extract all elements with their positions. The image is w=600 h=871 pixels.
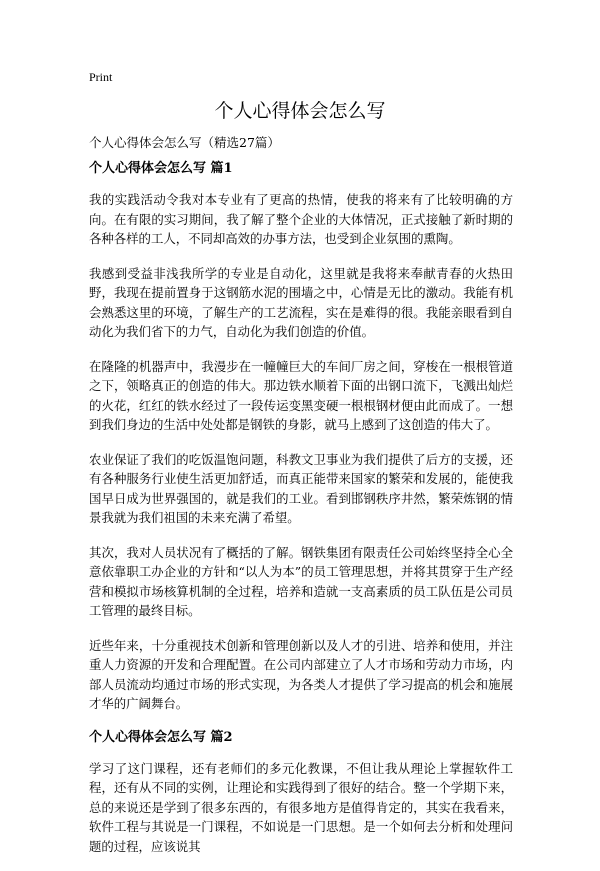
- section-heading: 个人心得体会怎么写 篇2: [89, 729, 233, 745]
- paragraph: 近些年来，十分重视技术创新和管理创新以及人才的引进、培养和使用，并注重人力资源的开发和合理配置。在公司内部建立了人才市场和劳动力市场，内部人员流动均通过市场的形式实现，为各类人才提供了学习提高的机会和施展才华的广阔舞台。: [89, 637, 513, 711]
- paragraph: 我感到受益非浅我所学的专业是自动化，这里就是我将来奉献青春的火热田野，我现在提前置身于这钢筋水泥的围墙之中，心情是无比的激动。我能有机会熟悉这里的环境，了解生产的工艺流程，实在是难得的很。我能亲眼看到自动化为我们省下的力气，自动化为我们创造的价值。: [89, 265, 513, 339]
- section-heading: 个人心得体会怎么写 篇1: [89, 161, 233, 176]
- document-body: [89, 160, 513, 871]
- page-title: 个人心得体会怎么写: [214, 100, 386, 122]
- paragraph: 在隆隆的机器声中，我漫步在一幢幢巨大的车间厂房之间，穿梭在一根根管道之下，领略真正的创造的伟大。那边铁水顺着下面的出钢口流下，飞溅出灿烂的火花，红红的铁水经过了一段传运变黑变硬一根根钢材便由此而成了。一想到我们身边的生活中处处都是钢铁的身影，就马上感到了这创造的伟大了。: [89, 358, 513, 432]
- document-subtitle: 个人心得体会怎么写（精选27篇）: [89, 135, 280, 150]
- paragraph: 学习了这门课程，还有老师们的多元化教课，不但让我从理论上掌握软件工程，还有从不同的实例，让理论和实践得到了很好的结合。整一个学期下来，总的来说还是学到了很多东西的，有很多地方是值得肯定的，其实在我看来，软件工程与其说是一门课程，不如说是一门思想。是一个如何去分析和处理问题的过程，应该说其: [89, 760, 513, 854]
- paragraph: 我的实践活动令我对本专业有了更高的热情，使我的将来有了比较明确的方向。在有限的实习期间，我了解了整个企业的大体情况，正式接触了新时期的各种各样的工人，不同却高效的办事方法，也受到企业氛围的熏陶。: [89, 192, 513, 246]
- paragraph: 其次，我对人员状况有了概括的了解。钢铁集团有限责任公司始终坚持全心全意依靠职工办企业的方针和“以人为本”的员工管理思想，并将其贯穿于生产经营和模拟市场核算机制的全过程，培养和造就一支高素质的员工队伍是公司员工管理的最终目标。: [89, 544, 513, 618]
- print-link[interactable]: Print: [89, 70, 113, 84]
- paragraph: 农业保证了我们的吃饭温饱问题，科教文卫事业为我们提供了后方的支援，还有各种服务行业使生活更加舒适，而真正能带来国家的繁荣和发展的，能使我国早日成为世界强国的，就是我们的工业。看到邯钢秩序井然，繁荣炼钢的情景我就为我们祖国的未来充满了希望。: [89, 451, 513, 525]
